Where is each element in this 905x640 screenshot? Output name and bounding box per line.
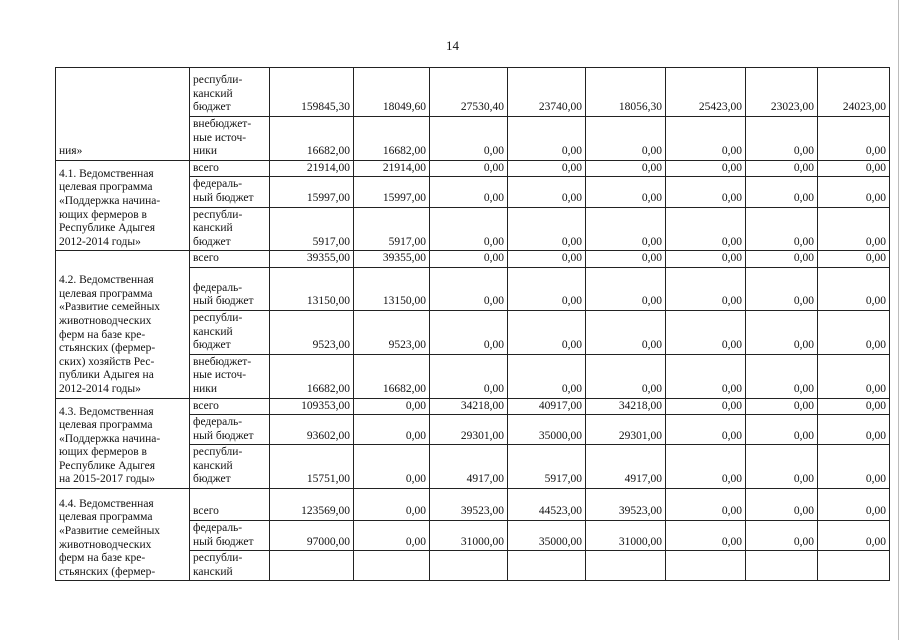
amount-cell: 0,00 — [586, 177, 666, 207]
amount-cell: 0,00 — [746, 251, 818, 268]
amount-cell — [508, 551, 586, 581]
amount-cell: 0,00 — [746, 177, 818, 207]
amount-cell: 16682,00 — [354, 354, 430, 398]
amount-cell: 5917,00 — [270, 207, 354, 251]
amount-cell: 0,00 — [666, 117, 746, 161]
amount-cell: 39523,00 — [586, 489, 666, 521]
funding-source-cell — [190, 398, 270, 415]
amount-cell: 15997,00 — [270, 177, 354, 207]
funding-source-cell — [190, 489, 270, 521]
funding-source-cell — [190, 251, 270, 268]
amount-cell: 0,00 — [508, 310, 586, 354]
amount-cell: 18049,60 — [354, 68, 430, 117]
funding-source-cell — [190, 521, 270, 551]
budget-table — [55, 67, 890, 581]
amount-cell: 0,00 — [430, 177, 508, 207]
funding-source-cell — [190, 117, 270, 161]
amount-cell: 21914,00 — [270, 160, 354, 177]
funding-source-line: ный бюджет — [193, 191, 254, 204]
amount-cell: 24023,00 — [818, 68, 890, 117]
amount-cell: 31000,00 — [430, 521, 508, 551]
amount-cell: 0,00 — [430, 117, 508, 161]
amount-cell: 0,00 — [586, 267, 666, 310]
amount-cell: 21914,00 — [354, 160, 430, 177]
funding-source-line: канский — [193, 459, 233, 472]
funding-source-line: республи- — [193, 446, 243, 459]
amount-cell: 0,00 — [508, 267, 586, 310]
amount-cell: 39355,00 — [270, 251, 354, 268]
program-name-cell — [56, 160, 190, 251]
funding-source-line: ные источ- — [193, 131, 247, 144]
amount-cell: 39523,00 — [430, 489, 508, 521]
funding-source-cell — [190, 267, 270, 310]
amount-cell: 0,00 — [818, 117, 890, 161]
funding-source-line: республи- — [193, 552, 243, 565]
amount-cell: 0,00 — [818, 207, 890, 251]
funding-source-cell — [190, 177, 270, 207]
amount-cell: 23740,00 — [508, 68, 586, 117]
funding-source-line: республи- — [193, 311, 243, 324]
amount-cell: 109353,00 — [270, 398, 354, 415]
program-name-line: «Поддержка начина- — [59, 194, 161, 207]
amount-cell: 4917,00 — [586, 445, 666, 489]
funding-source-line: ный бюджет — [193, 295, 254, 308]
program-name-line: ющих фермеров в — [59, 208, 147, 221]
amount-cell: 0,00 — [746, 267, 818, 310]
program-name-line: ферм на базе кре- — [59, 552, 146, 565]
funding-source-cell — [190, 551, 270, 581]
amount-cell: 0,00 — [666, 521, 746, 551]
amount-cell: 0,00 — [666, 310, 746, 354]
funding-source-line: всего — [193, 161, 219, 174]
funding-source-line: бюджет — [193, 235, 231, 248]
amount-cell — [746, 551, 818, 581]
table-row — [56, 489, 890, 521]
amount-cell: 35000,00 — [508, 521, 586, 551]
funding-source-line: всего — [193, 252, 219, 265]
amount-cell: 0,00 — [666, 415, 746, 445]
amount-cell: 13150,00 — [270, 267, 354, 310]
program-name-line: ния» — [59, 145, 83, 158]
amount-cell: 0,00 — [818, 398, 890, 415]
amount-cell: 15751,00 — [270, 445, 354, 489]
amount-cell: 9523,00 — [270, 310, 354, 354]
program-name-line: ферм на базе кре- — [59, 328, 146, 341]
amount-cell: 0,00 — [430, 354, 508, 398]
funding-source-line: внебюджет- — [193, 355, 252, 368]
funding-source-line: канский — [193, 325, 233, 338]
amount-cell: 0,00 — [666, 267, 746, 310]
program-name-line: «Развитие семейных — [59, 525, 161, 538]
amount-cell: 0,00 — [818, 160, 890, 177]
funding-source-line: ные источ- — [193, 369, 247, 382]
program-name-line: 4.3. Ведомственная — [59, 405, 154, 418]
amount-cell: 0,00 — [818, 489, 890, 521]
amount-cell: 0,00 — [354, 398, 430, 415]
amount-cell — [270, 551, 354, 581]
amount-cell: 44523,00 — [508, 489, 586, 521]
amount-cell — [430, 551, 508, 581]
funding-source-line: федераль- — [193, 281, 243, 294]
amount-cell: 0,00 — [666, 398, 746, 415]
program-name-line: ющих фермеров в — [59, 446, 147, 459]
amount-cell: 0,00 — [354, 521, 430, 551]
program-name-line: целевая программа — [59, 287, 153, 300]
amount-cell: 0,00 — [818, 251, 890, 268]
funding-source-line: федераль- — [193, 522, 243, 535]
amount-cell: 13150,00 — [354, 267, 430, 310]
funding-source-line: канский — [193, 87, 233, 100]
amount-cell: 16682,00 — [270, 117, 354, 161]
amount-cell: 0,00 — [508, 117, 586, 161]
amount-cell: 0,00 — [430, 207, 508, 251]
amount-cell: 0,00 — [746, 160, 818, 177]
funding-source-line: всего — [193, 505, 219, 518]
program-name-cell — [56, 489, 190, 581]
amount-cell: 0,00 — [746, 445, 818, 489]
program-name-line: целевая программа — [59, 181, 153, 194]
amount-cell: 0,00 — [746, 354, 818, 398]
program-name-line: «Поддержка начина- — [59, 432, 161, 445]
amount-cell: 123569,00 — [270, 489, 354, 521]
funding-source-line: федераль- — [193, 416, 243, 429]
budget-table-body — [56, 68, 890, 581]
amount-cell: 0,00 — [354, 489, 430, 521]
program-name-line: Республике Адыгея — [59, 459, 156, 472]
amount-cell: 0,00 — [586, 310, 666, 354]
funding-source-cell — [190, 68, 270, 117]
amount-cell: 0,00 — [430, 267, 508, 310]
amount-cell: 0,00 — [818, 521, 890, 551]
amount-cell: 0,00 — [746, 117, 818, 161]
amount-cell: 0,00 — [746, 207, 818, 251]
funding-source-line: всего — [193, 399, 219, 412]
program-name-line: стьянских (фермер- — [59, 342, 156, 355]
funding-source-line: ники — [193, 382, 218, 395]
amount-cell: 0,00 — [508, 177, 586, 207]
amount-cell — [354, 551, 430, 581]
funding-source-line: ники — [193, 145, 218, 158]
amount-cell: 0,00 — [508, 251, 586, 268]
amount-cell: 0,00 — [746, 310, 818, 354]
amount-cell: 0,00 — [666, 207, 746, 251]
amount-cell: 0,00 — [818, 267, 890, 310]
amount-cell: 15997,00 — [354, 177, 430, 207]
table-row — [56, 160, 890, 177]
amount-cell: 0,00 — [746, 489, 818, 521]
funding-source-line: ный бюджет — [193, 535, 254, 548]
table-row — [56, 251, 890, 268]
amount-cell: 16682,00 — [270, 354, 354, 398]
amount-cell: 23023,00 — [746, 68, 818, 117]
funding-source-cell — [190, 310, 270, 354]
amount-cell: 0,00 — [666, 251, 746, 268]
amount-cell: 34218,00 — [586, 398, 666, 415]
amount-cell: 5917,00 — [508, 445, 586, 489]
amount-cell: 34218,00 — [430, 398, 508, 415]
program-name-cell — [56, 251, 190, 398]
amount-cell: 159845,30 — [270, 68, 354, 117]
amount-cell: 0,00 — [666, 354, 746, 398]
funding-source-cell — [190, 415, 270, 445]
amount-cell: 0,00 — [666, 177, 746, 207]
funding-source-line: республи- — [193, 208, 243, 221]
funding-source-line: канский — [193, 222, 233, 235]
funding-source-cell — [190, 207, 270, 251]
amount-cell: 0,00 — [354, 445, 430, 489]
amount-cell: 18056,30 — [586, 68, 666, 117]
amount-cell: 0,00 — [508, 354, 586, 398]
amount-cell: 0,00 — [818, 445, 890, 489]
program-name-line: 2012-2014 годы» — [59, 382, 141, 395]
amount-cell: 0,00 — [586, 354, 666, 398]
amount-cell: 93602,00 — [270, 415, 354, 445]
program-name-line: целевая программа — [59, 419, 153, 432]
funding-source-line: бюджет — [193, 101, 231, 114]
funding-source-line: федераль- — [193, 178, 243, 191]
amount-cell: 0,00 — [746, 398, 818, 415]
funding-source-cell — [190, 354, 270, 398]
amount-cell: 0,00 — [508, 160, 586, 177]
program-name-line: животноводческих — [59, 314, 152, 327]
amount-cell: 39355,00 — [354, 251, 430, 268]
amount-cell: 0,00 — [818, 415, 890, 445]
amount-cell: 0,00 — [818, 310, 890, 354]
funding-source-line: бюджет — [193, 473, 231, 486]
amount-cell: 27530,40 — [430, 68, 508, 117]
program-name-line: целевая программа — [59, 511, 153, 524]
amount-cell: 25423,00 — [666, 68, 746, 117]
amount-cell: 29301,00 — [430, 415, 508, 445]
amount-cell: 0,00 — [586, 117, 666, 161]
amount-cell: 97000,00 — [270, 521, 354, 551]
amount-cell: 0,00 — [818, 354, 890, 398]
amount-cell: 0,00 — [508, 207, 586, 251]
amount-cell: 0,00 — [666, 445, 746, 489]
amount-cell: 35000,00 — [508, 415, 586, 445]
funding-source-line: ный бюджет — [193, 429, 254, 442]
amount-cell — [666, 551, 746, 581]
amount-cell: 4917,00 — [430, 445, 508, 489]
scan-edge-line — [898, 0, 899, 640]
funding-source-cell — [190, 445, 270, 489]
funding-source-line: внебюджет- — [193, 118, 252, 130]
program-name-line: 4.1. Ведомственная — [59, 167, 154, 180]
program-name-line: 4.2. Ведомственная — [59, 274, 154, 287]
amount-cell: 9523,00 — [354, 310, 430, 354]
amount-cell: 16682,00 — [354, 117, 430, 161]
amount-cell: 0,00 — [586, 251, 666, 268]
amount-cell: 0,00 — [430, 310, 508, 354]
program-name-line: 2012-2014 годы» — [59, 235, 141, 248]
amount-cell: 0,00 — [354, 415, 430, 445]
program-name-line: на 2015-2017 годы» — [59, 473, 156, 486]
page-number: 14 — [446, 38, 459, 53]
funding-source-cell — [190, 160, 270, 177]
amount-cell: 40917,00 — [508, 398, 586, 415]
funding-source-line: бюджет — [193, 339, 231, 352]
program-name-line: ских) хозяйств Рес- — [59, 355, 155, 368]
amount-cell: 0,00 — [746, 415, 818, 445]
program-name-line: «Развитие семейных — [59, 301, 161, 314]
amount-cell — [818, 551, 890, 581]
program-name-line: Республике Адыгея — [59, 222, 156, 235]
program-name-line: 4.4. Ведомственная — [59, 497, 154, 510]
program-name-cell — [56, 68, 190, 161]
program-name-cell — [56, 398, 190, 489]
amount-cell: 0,00 — [666, 489, 746, 521]
amount-cell — [586, 551, 666, 581]
amount-cell: 0,00 — [818, 177, 890, 207]
amount-cell: 0,00 — [586, 160, 666, 177]
program-name-line: публики Адыгея на — [59, 369, 154, 382]
amount-cell: 31000,00 — [586, 521, 666, 551]
table-row — [56, 68, 890, 117]
amount-cell: 0,00 — [430, 160, 508, 177]
table-row — [56, 398, 890, 415]
funding-source-line: канский — [193, 565, 233, 578]
amount-cell: 0,00 — [586, 207, 666, 251]
amount-cell: 0,00 — [666, 160, 746, 177]
amount-cell: 29301,00 — [586, 415, 666, 445]
program-name-line: стьянских (фермер- — [59, 565, 156, 578]
funding-source-line: республи- — [193, 74, 243, 87]
amount-cell: 5917,00 — [354, 207, 430, 251]
amount-cell: 0,00 — [746, 521, 818, 551]
amount-cell: 0,00 — [430, 251, 508, 268]
program-name-line: животноводческих — [59, 538, 152, 551]
